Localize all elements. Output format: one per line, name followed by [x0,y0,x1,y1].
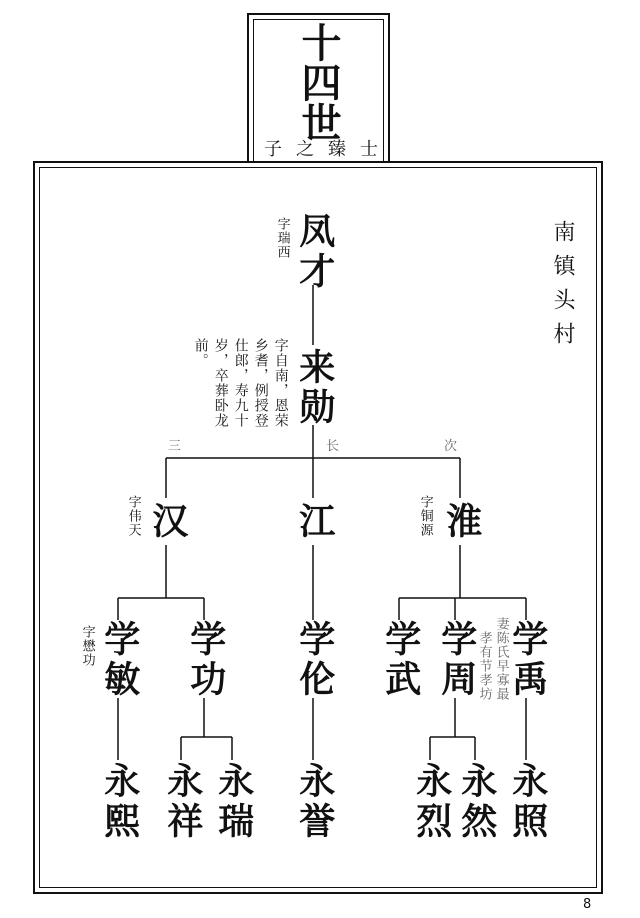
huai-style-note: 字铜源 [417,495,433,537]
person-fengcai: 凤才 [293,212,336,292]
xueyu-note-col2: 孝有节孝坊 [476,631,492,701]
laixun-note-col1: 字自南，恩荣 [272,338,289,428]
person-yongran: 永然 [455,762,498,842]
person-yongyu: 永誉 [293,762,336,842]
huai-rank: 次 [444,439,459,454]
person-yongrui: 永瑞 [212,762,255,842]
fengcai-style-note: 字瑞西 [274,217,290,259]
xuemin-style-note: 字懋功 [79,625,95,667]
laixun-note-col4: 岁，卒葬卧龙 [212,338,229,428]
person-jiang: 江 [293,502,336,542]
person-xuezhou: 学周 [435,620,478,700]
person-xuelun: 学伦 [293,620,336,700]
header-subtitle: 子之臻士 [264,139,392,160]
page-number: 8 [583,897,592,912]
person-han: 汉 [146,502,189,542]
xueyu-note-col1: 妻陈氏早寡最 [493,617,509,701]
generation-title: 十四世 [295,22,342,142]
han-style-note: 字伟天 [125,495,141,537]
person-xuegong: 学功 [184,620,227,700]
han-rank: 三 [168,439,183,454]
laixun-note-col5: 前。 [192,338,209,368]
jiang-rank: 长 [326,439,341,454]
person-xuewu: 学武 [379,620,422,700]
person-huai: 淮 [440,502,483,542]
person-yonglie: 永烈 [410,762,453,842]
person-yongxi: 永熙 [98,762,141,842]
village-label: 南镇头村 [550,220,575,356]
laixun-note-col3: 仕郎，寿九十 [232,338,249,428]
person-laixun: 来勋 [293,348,336,428]
person-yongzhao: 永照 [506,762,549,842]
person-xuemin: 学敏 [98,620,141,700]
person-yongxiang: 永祥 [161,762,204,842]
person-xueyu: 学禹 [506,620,549,700]
laixun-note-col2: 乡耆，例授登 [252,338,269,428]
